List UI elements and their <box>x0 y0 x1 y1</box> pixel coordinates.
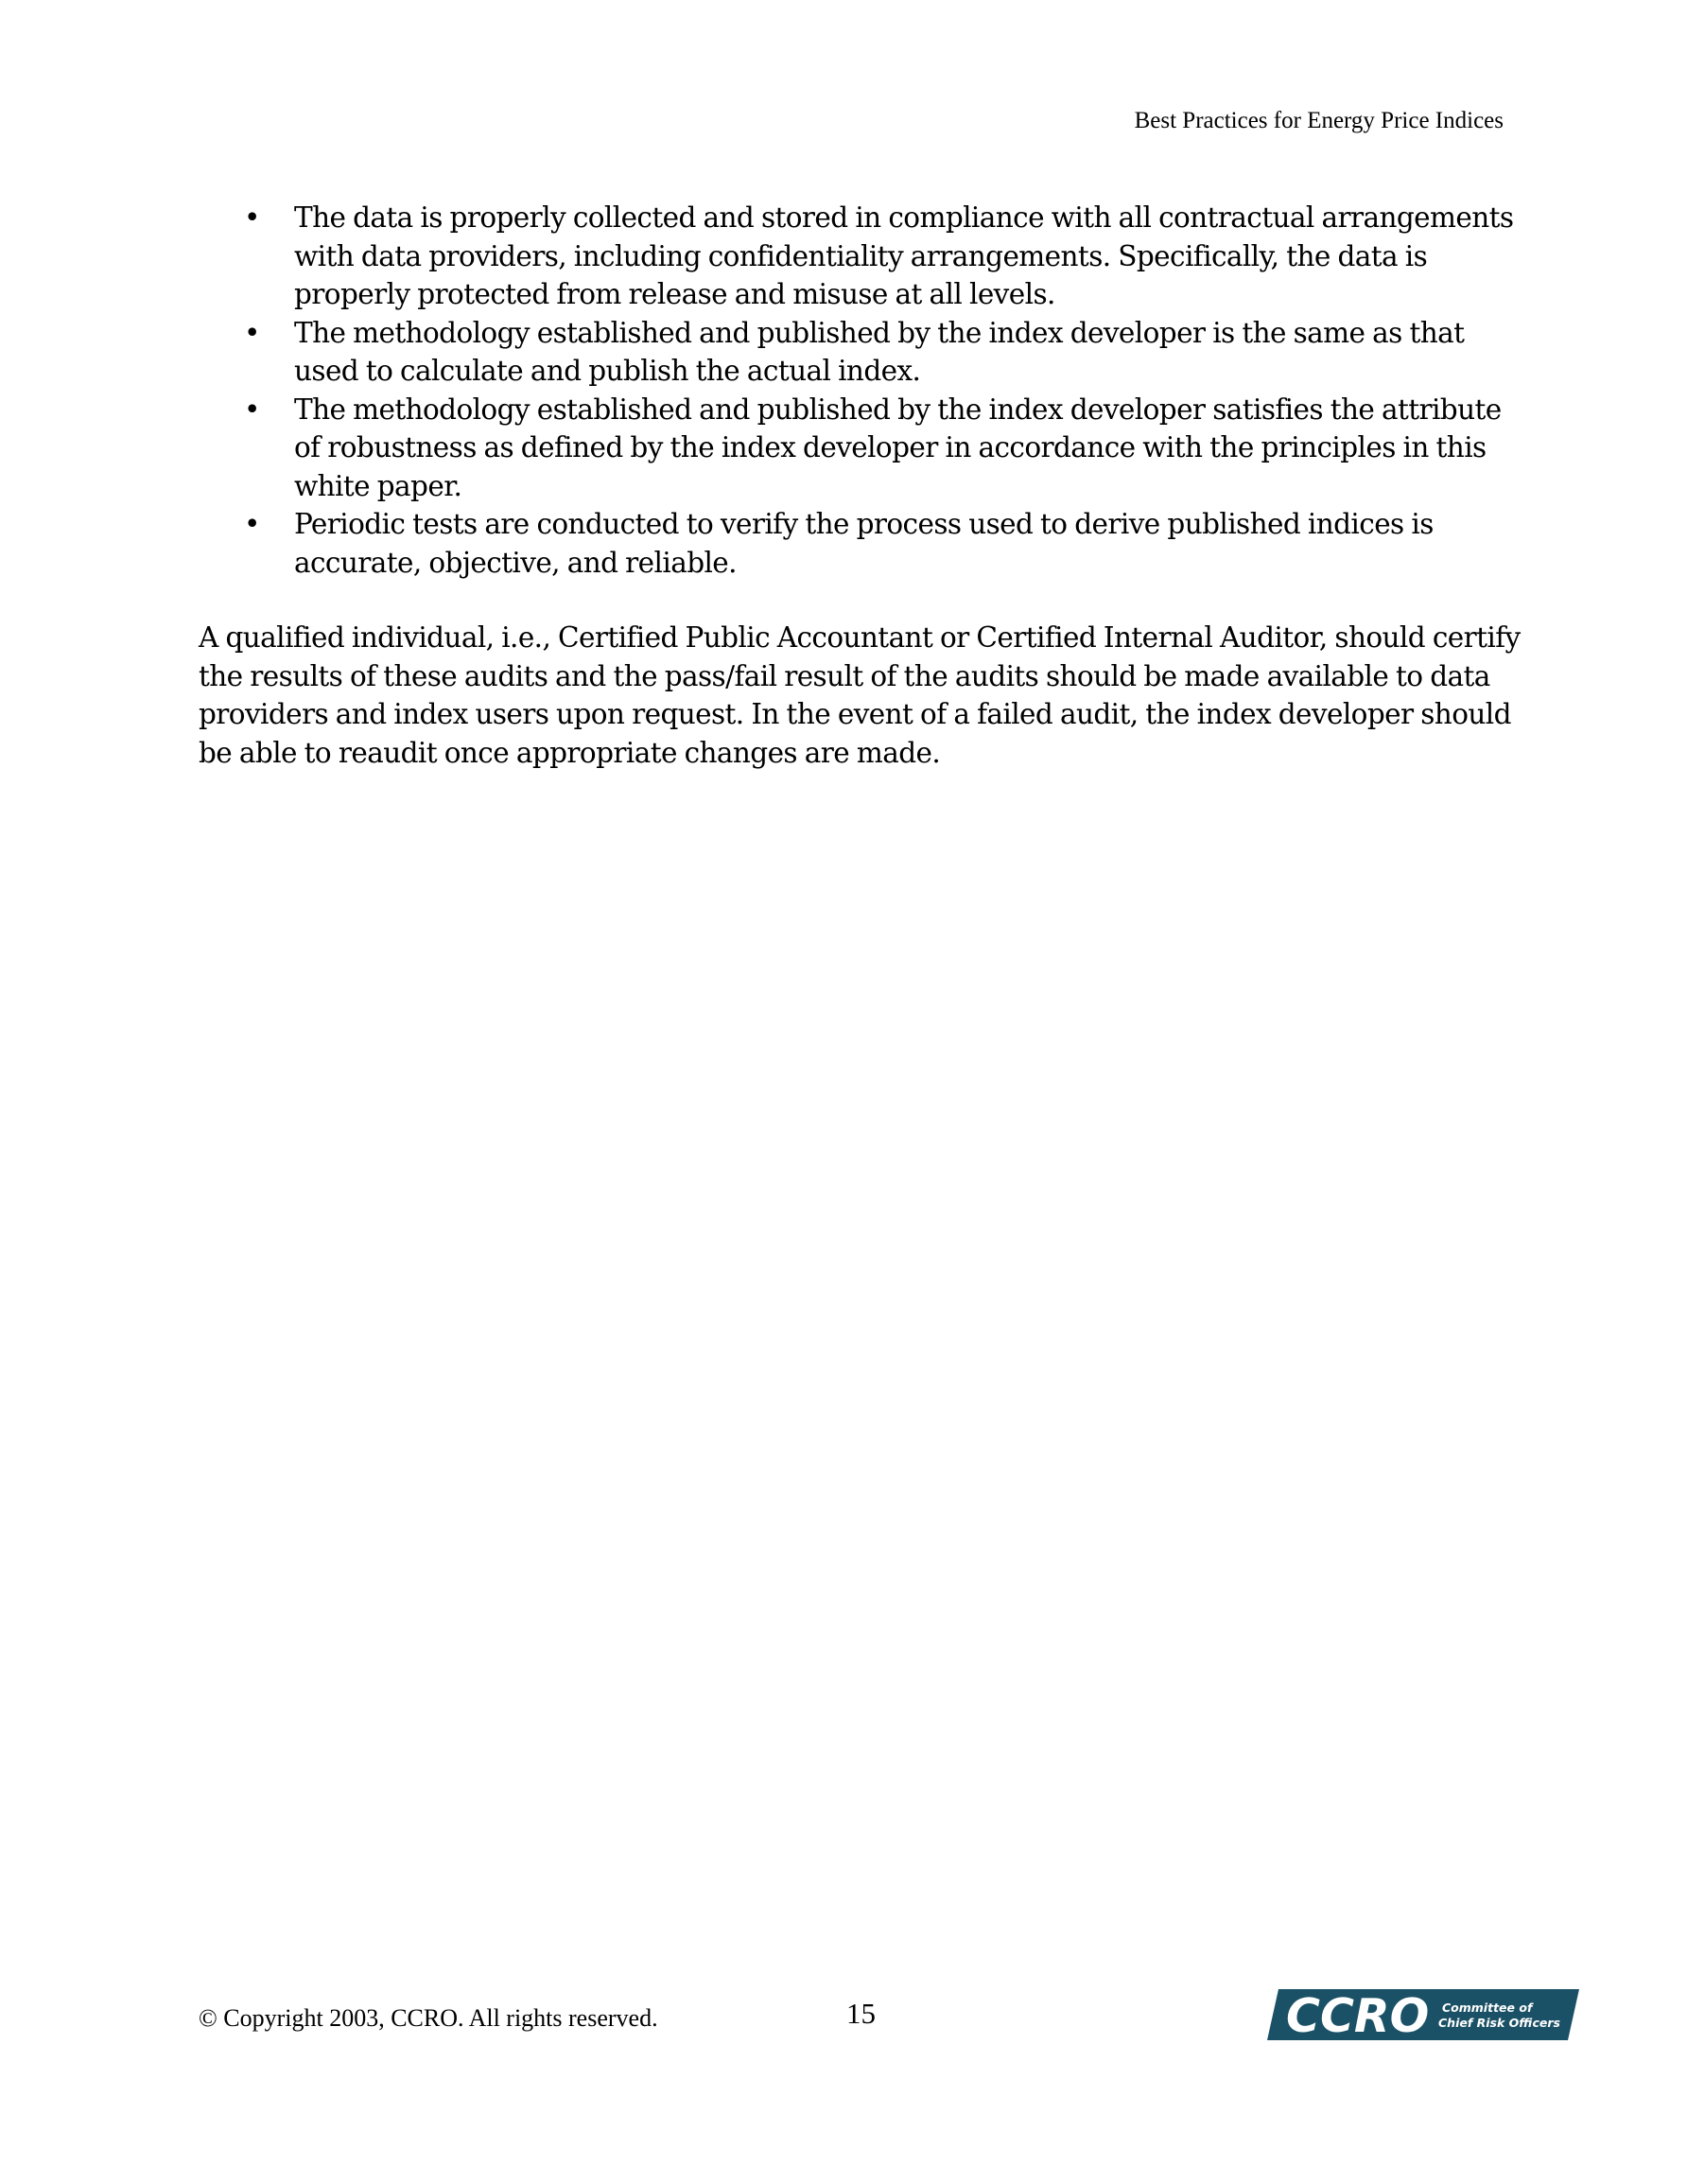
footer-copyright: © Copyright 2003, CCRO. All rights reserved. <box>199 2004 658 2032</box>
bullet-item: • The methodology established and published by the index developer satisfies the attribute of robustness as defined by the index developer in accordance with the principles in this white paper. <box>199 391 1522 506</box>
logo-wordmark: CCRO <box>1286 1989 1430 2040</box>
bullet-list <box>199 199 1522 582</box>
audit-certification-paragraph: A qualified individual, i.e., Certified Public Accountant or Certified Internal Auditor, should certify the results of these audits and the pass/fail result of the audits should be made available to data providers and index users upon request. In the event of a failed audit, the index developer should be able to reaudit once appropriate changes are made. <box>199 621 1521 769</box>
bullet-item: • The data is properly collected and stored in compliance with all contractual arrangements with data providers, including confidentiality arrangements. Specifically, the data is properly protected from release and misuse at all levels. <box>199 199 1522 314</box>
ccro-logo-graphic <box>1267 1989 1579 2040</box>
page-number: 15 <box>846 1997 876 2030</box>
logo-tagline-line1: Committee of <box>1442 2001 1533 2015</box>
ccro-logo <box>1267 1989 1579 2040</box>
running-header: Best Practices for Energy Price Indices <box>1134 108 1504 133</box>
logo-tagline-line2: Chief Risk Officers <box>1438 2016 1560 2030</box>
bullet-item: • Periodic tests are conducted to verify the process used to derive published indices is accurate, objective, and reliable. <box>199 505 1522 582</box>
bullet-item: • The methodology established and published by the index developer is the same as that used to calculate and publish the actual index. <box>199 314 1522 391</box>
